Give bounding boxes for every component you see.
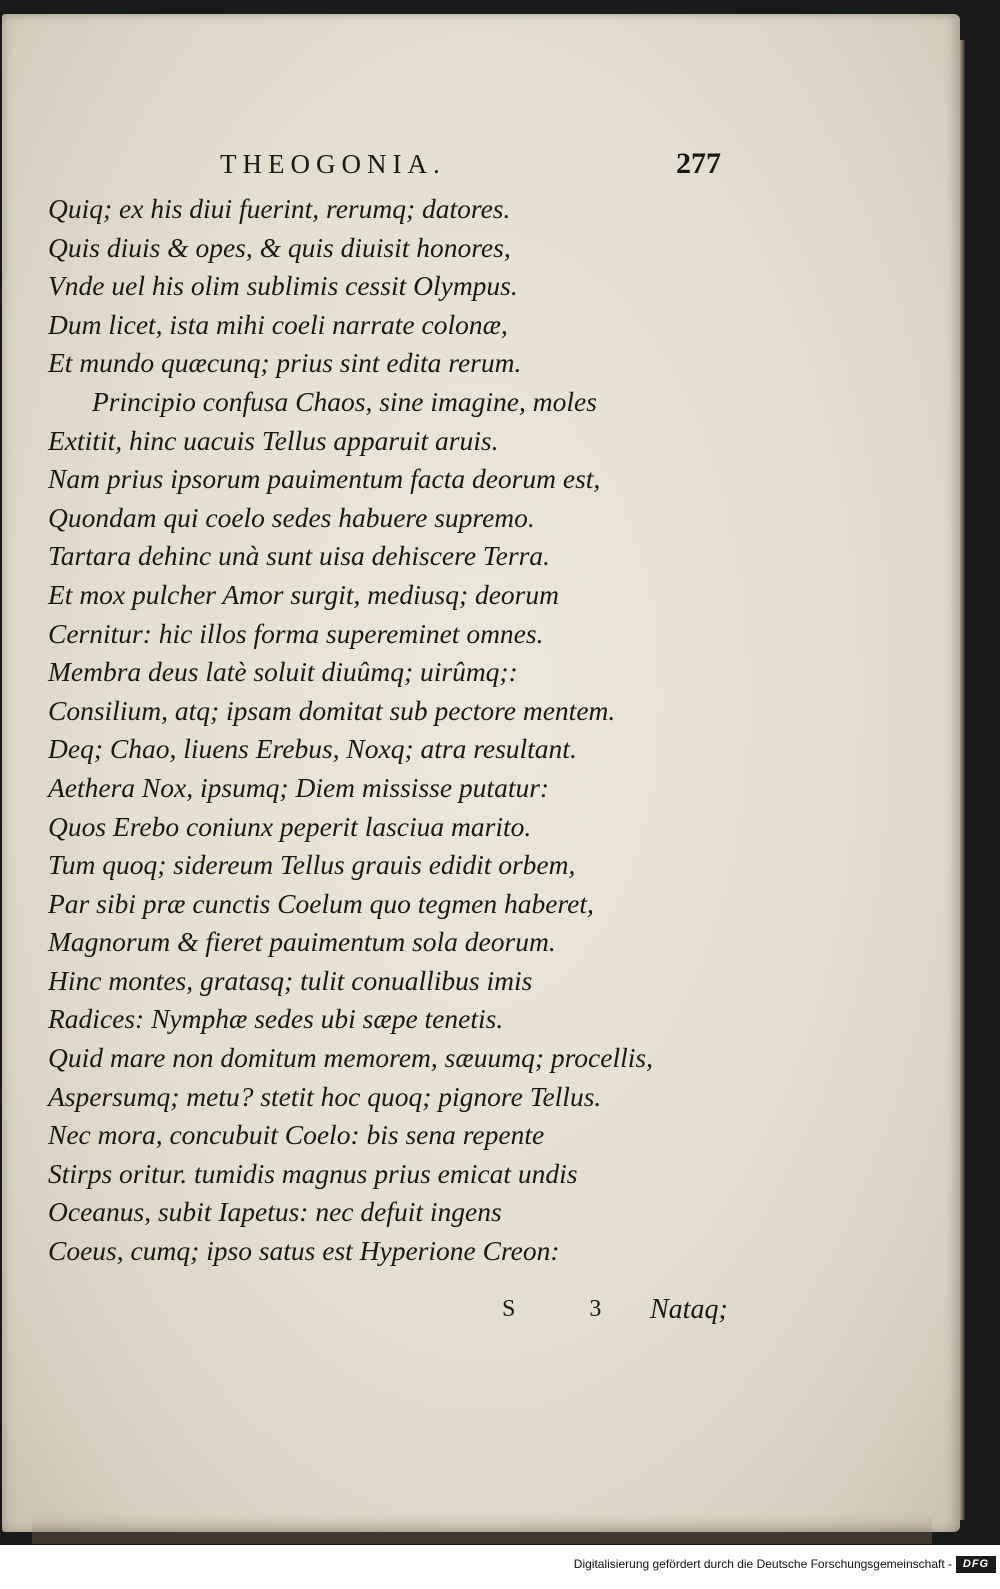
verse-line: Stirps oritur. tumidis magnus prius emicat undis [48, 1157, 578, 1189]
verse-line: Par sibi præ cunctis Coelum quo tegmen haberet, [48, 887, 594, 919]
dfg-logo-icon: DFG [956, 1556, 996, 1573]
verse-line: Principio confusa Chaos, sine imagine, moles [92, 385, 597, 417]
verse-line: Consilium, atq; ipsam domitat sub pectore mentem. [48, 694, 616, 726]
running-title: THEOGONIA. [220, 149, 446, 179]
verse-line: Tum quoq; sidereum Tellus grauis edidit orbem, [48, 849, 576, 881]
verse-line: Radices: Nymphæ sedes ubi sæpe tenetis. [48, 1003, 504, 1035]
verse-line: Coeus, cumq; ipso satus est Hyperione Creon: [48, 1235, 560, 1267]
verse-line: Aspersumq; metu? stetit hoc quoq; pignore Tellus. [48, 1080, 602, 1112]
verse-list [48, 190, 768, 1271]
page-number: 277 [676, 147, 721, 180]
verse-line: Et mox pulcher Amor surgit, mediusq; deorum [48, 578, 559, 610]
running-header [2, 144, 960, 184]
verse-line: Aethera Nox, ipsumq; Diem mississe putatur: [48, 771, 550, 803]
verse-line: Quos Erebo coniunx peperit lasciua marito. [48, 810, 532, 842]
digitization-bar [0, 1545, 1000, 1589]
book-page [2, 14, 960, 1532]
verse-line: Vnde uel his olim sublimis cessit Olympus. [48, 270, 518, 302]
verse-line: Cernitur: hic illos forma supereminet omnes. [48, 617, 544, 649]
verse-line: Nam prius ipsorum pauimentum facta deorum est, [48, 463, 601, 495]
verse-line: Membra deus latè soluit diuûmq; uirûmq;: [48, 656, 518, 688]
verse-line: Et mundo quæcunq; prius sint edita rerum. [48, 347, 522, 379]
verse-line: Extitit, hinc uacuis Tellus apparuit aruis. [48, 424, 499, 456]
verse-line: Quid mare non domitum memorem, sæuumq; procellis, [48, 1042, 653, 1074]
verse-line: Tartara dehinc unà sunt uisa dehiscere Terra. [48, 540, 550, 572]
verse-line: Quiq; ex his diui fuerint, rerumq; datores. [48, 193, 511, 224]
catchword: Nataq; [650, 1294, 728, 1325]
verse-line: Oceanus, subit Iapetus: nec defuit ingens [48, 1196, 502, 1228]
verse-line: Quis diuis & opes, & quis diuisit honores, [48, 231, 511, 263]
verse-line: Hinc montes, gratasq; tulit conuallibus imis [48, 964, 533, 996]
signature-mark: S 3 [502, 1296, 636, 1322]
verse-line: Nec mora, concubuit Coelo: bis sena repente [48, 1119, 545, 1151]
verse-line: Dum licet, ista mihi coeli narrate colonæ, [48, 308, 508, 340]
page-wear [32, 1514, 932, 1544]
verse-line: Magnorum & fieret pauimentum sola deorum. [48, 926, 556, 958]
verse-line: Deq; Chao, liuens Erebus, Noxq; atra resultant. [48, 733, 577, 765]
digitization-notice: Digitalisierung gefördert durch die Deutsche Forschungsgemeinschaft - [573, 1557, 952, 1571]
verse-line: Quondam qui coelo sedes habuere supremo. [48, 501, 535, 533]
